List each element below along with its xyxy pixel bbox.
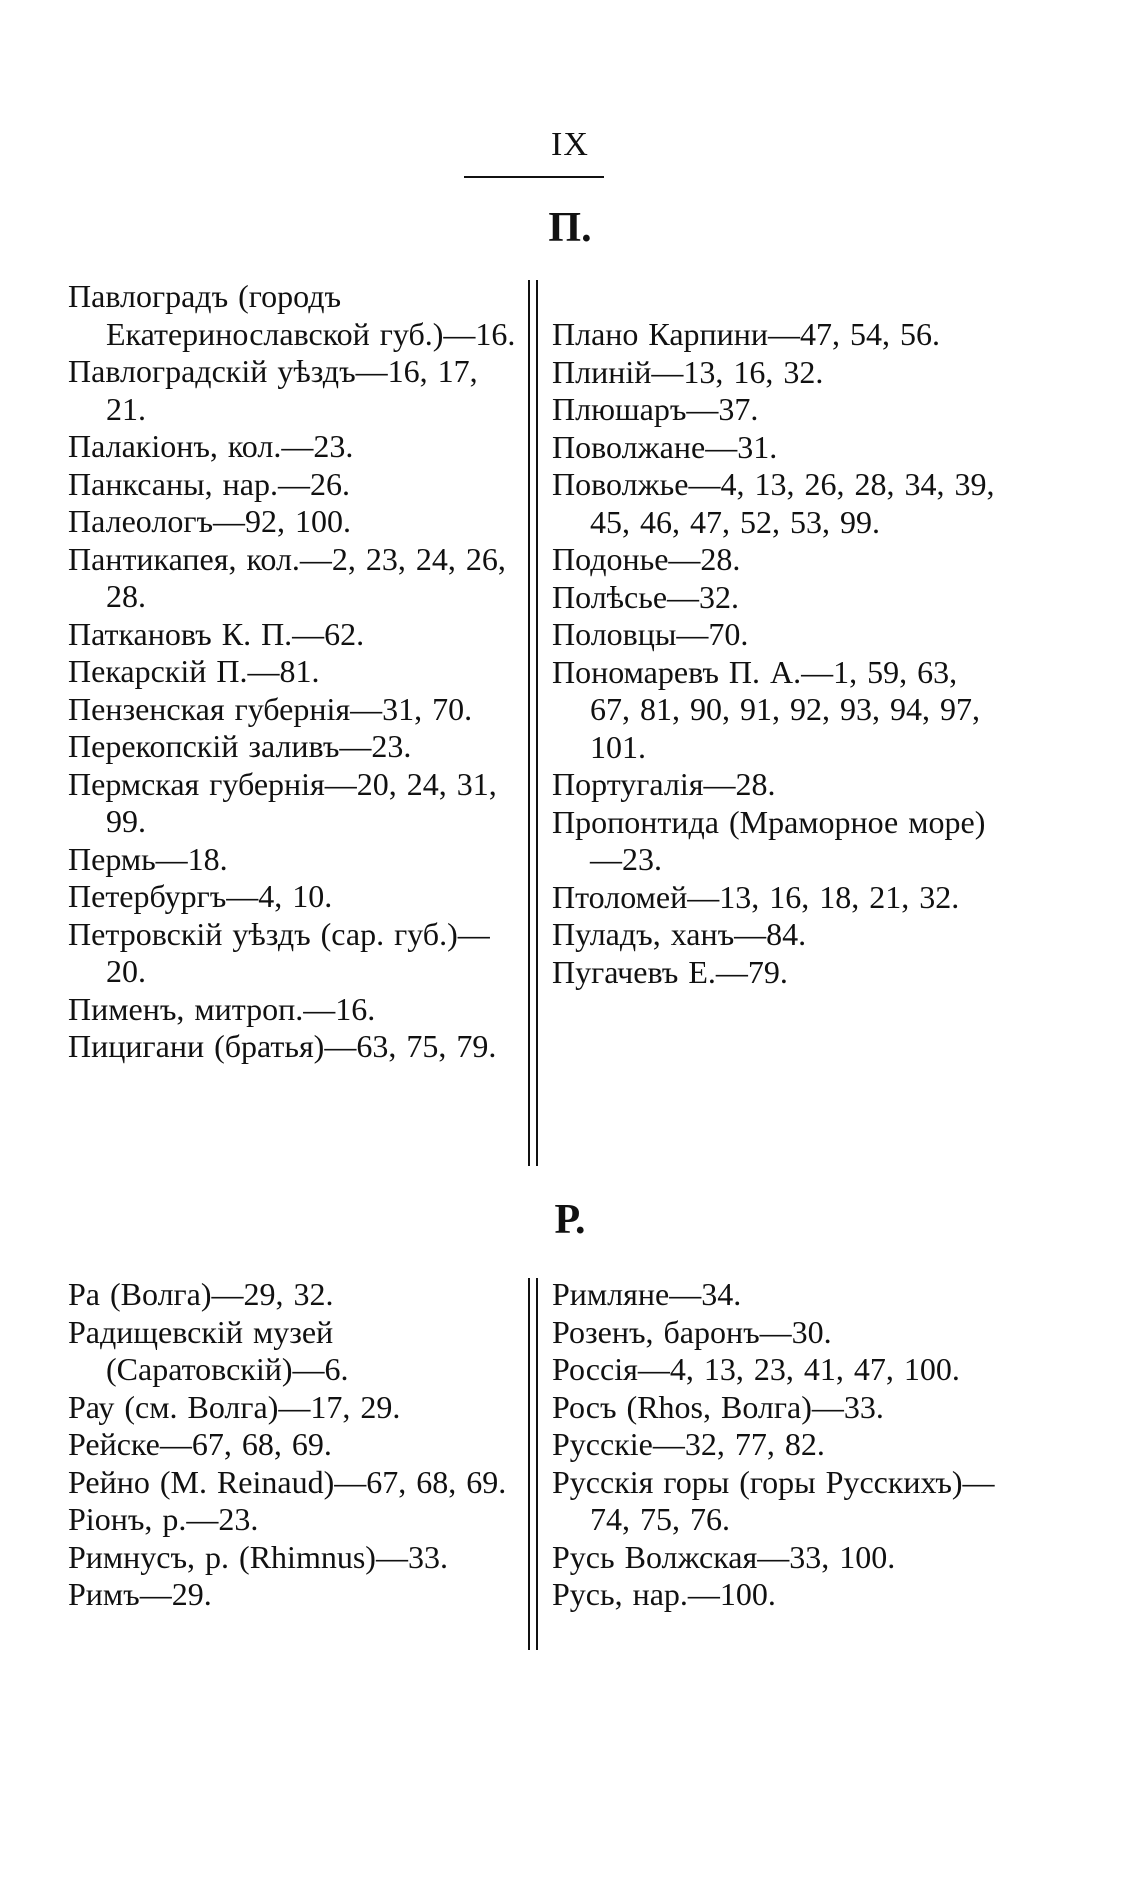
index-entry: Птоломей—13, 16, 18, 21, 32. — [552, 878, 960, 915]
index-entry: Подонье—28. — [552, 541, 741, 577]
index-entry: Пекарскій П.—81. — [68, 653, 320, 689]
index-entry: Розенъ, баронъ—30. — [552, 1313, 832, 1350]
index-entry: Русскіе—32, 77, 82. — [552, 1426, 825, 1462]
section-letter-r: Р. — [554, 1197, 586, 1243]
page-number: IX — [551, 126, 589, 163]
index-entry: Паткановъ К. П.—62. — [68, 615, 365, 652]
index-entry: Палеологъ—92, 100. — [68, 503, 351, 539]
index-entry: Римнусъ, р. (Rhimnus)—33. — [68, 1538, 448, 1575]
index-entry: Полѣсье—32. — [552, 578, 740, 615]
index-entry: Пропонтида (Мраморное море)—23. — [552, 803, 986, 877]
index-entry: Плюшаръ—37. — [552, 391, 759, 427]
index-entry: Петровскій уѣздъ (сар. губ.)—20. — [68, 915, 490, 989]
index-entry: Перекопскій заливъ—23. — [68, 728, 412, 764]
index-entry: Пономаревъ П. А.—1, 59, 63, 67, 81, 90, 91, 92, 93, 94, 97, 101. — [552, 653, 980, 765]
index-column-r-left — [68, 1276, 518, 1614]
index-entry: Русь Волжская—33, 100. — [552, 1538, 896, 1575]
index-entry: Русь, нар.—100. — [552, 1576, 776, 1612]
index-entry: Ра (Волга)—29, 32. — [68, 1276, 334, 1312]
index-entry: Рейске—67, 68, 69. — [68, 1426, 332, 1462]
section-letter-p: П. — [548, 205, 592, 251]
index-entry: Павлоградъ (городъ Екатеринославской губ.)—16. — [68, 278, 516, 352]
index-entry: Римляне—34. — [552, 1276, 742, 1312]
index-entry: Пицигани (братья)—63, 75, 79. — [68, 1028, 497, 1064]
index-entry: Португалія—28. — [552, 766, 776, 802]
index-column-p-left — [68, 278, 518, 1066]
index-entry: Палакіонъ, кол.—23. — [68, 428, 354, 464]
index-entry: Рау (см. Волга)—17, 29. — [68, 1388, 401, 1425]
index-entry: Пуладъ, ханъ—84. — [552, 916, 807, 952]
index-entry: Пермь—18. — [68, 840, 228, 877]
index-entry: Плано Карпини—47, 54, 56. — [552, 316, 941, 352]
index-entry: Пугачевъ Е.—79. — [552, 953, 788, 990]
index-entry: Россія—4, 13, 23, 41, 47, 100. — [552, 1351, 960, 1387]
header-rule — [464, 176, 604, 178]
index-entry: Пименъ, митроп.—16. — [68, 990, 376, 1027]
column-separator — [528, 1278, 538, 1650]
index-entry: Пензенская губернія—31, 70. — [68, 690, 473, 727]
index-entry: Русскія горы (горы Русскихъ)—74, 75, 76. — [552, 1463, 995, 1537]
index-entry: Петербургъ—4, 10. — [68, 878, 333, 914]
index-entry: Радищевскій музей (Саратовскій)—6. — [68, 1313, 349, 1387]
index-entry: Ріонъ, р.—23. — [68, 1501, 259, 1537]
index-entry: Пермская губернія—20, 24, 31, 99. — [68, 765, 497, 839]
index-entry: Плиній—13, 16, 32. — [552, 353, 824, 390]
index-entry: Панксаны, нар.—26. — [68, 465, 350, 502]
index-column-p-right — [552, 316, 1002, 991]
index-entry: Поволжане—31. — [552, 428, 778, 465]
index-entry: Половцы—70. — [552, 616, 749, 652]
index-entry: Пантикапея, кол.—2, 23, 24, 26, 28. — [68, 540, 506, 614]
index-entry: Павлоградскій уѣздъ—16, 17, 21. — [68, 353, 478, 427]
index-entry: Римъ—29. — [68, 1576, 212, 1612]
index-entry: Росъ (Rhos, Волга)—33. — [552, 1388, 884, 1425]
column-separator — [528, 280, 538, 1166]
index-column-r-right — [552, 1276, 1002, 1614]
index-entry: Рейно (M. Reinaud)—67, 68, 69. — [68, 1463, 507, 1500]
index-entry: Поволжье—4, 13, 26, 28, 34, 39, 45, 46, 47, 52, 53, 99. — [552, 466, 995, 540]
